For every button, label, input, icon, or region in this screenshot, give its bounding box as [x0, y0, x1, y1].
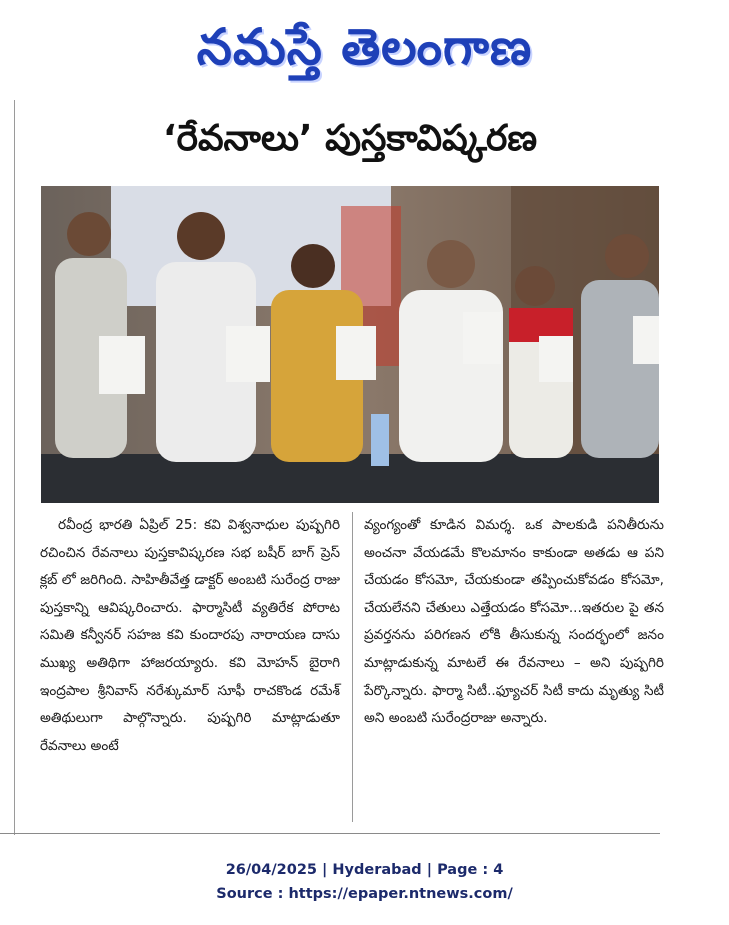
newspaper-masthead: నమస్తే తెలంగాణ	[196, 17, 533, 76]
article-column-right: వ్యంగ్యంతో కూడిన విమర్శ. ఒక పాలకుడి పనితీరును అంచనా వేయడమే కొలమానం కాకుండా అతడు ఆ పని చేయడం కోసమో, చేయకుండా తప్పించుకోవడం కోసమో, చేయలేనని చేతులు ఎత్తేయడం కోసమో...ఇతరుల పై తన ప్రవర్తనను పరిగణన లోకి తీసుకున్న సందర్భంలో జనం మాట్లాడుకున్న మాటలే ఈ రేవనాలు – అని పుష్పగిరి పేర్కొన్నారు. ఫార్మా సిటీ..ఫ్యూచర్ సిటీ కాదు మృత్యు సిటీ అని అంబటి సురేంద్రరాజు అన్నారు.	[364, 517, 664, 727]
article-column-left: రవీంద్ర భారతి ఏప్రిల్ 25: కవి విశ్వనాధుల పుష్పగిరి రచించిన రేవనాలు పుస్తకావిష్కరణ సభ బషీర్ బాగ్ ప్రెస్ క్లబ్ లో జరిగింది. సాహితీవేత్త డాక్టర్ అంబటి సురేంద్ర రాజు పుస్తకాన్ని ఆవిష్కరించారు. ఫార్మాసిటీ వ్యతిరేక పోరాట సమితి కన్వీనర్ సహజ కవి కుందారపు నారాయణ దాసు ముఖ్య అతిథిగా హాజరయ్యారు. కవి మోహన్ బైరాగి ఇంద్రపాల శ్రీనివాస్ నరేశ్కుమార్ సూఫీ రాచకొండ రమేశ్ అతిథులుగా పాల్గొన్నారు. పుష్పగిరి మాట్లాడుతూ రేవనాలు అంటే	[40, 517, 340, 754]
article-photo	[41, 186, 659, 503]
footer-date-line: 26/04/2025 | Hyderabad | Page : 4	[225, 862, 504, 878]
article-headline: ‘రేవనాలు’ పుస్తకావిష్కరణ	[162, 118, 538, 159]
column-divider	[352, 512, 353, 822]
bottom-rule	[0, 833, 660, 834]
left-column-rule	[14, 100, 15, 835]
stage-table	[41, 454, 659, 503]
book-launch-photo	[41, 186, 659, 503]
water-bottle	[371, 414, 389, 466]
footer-source-line: Source : https://epaper.ntnews.com/	[216, 886, 513, 902]
